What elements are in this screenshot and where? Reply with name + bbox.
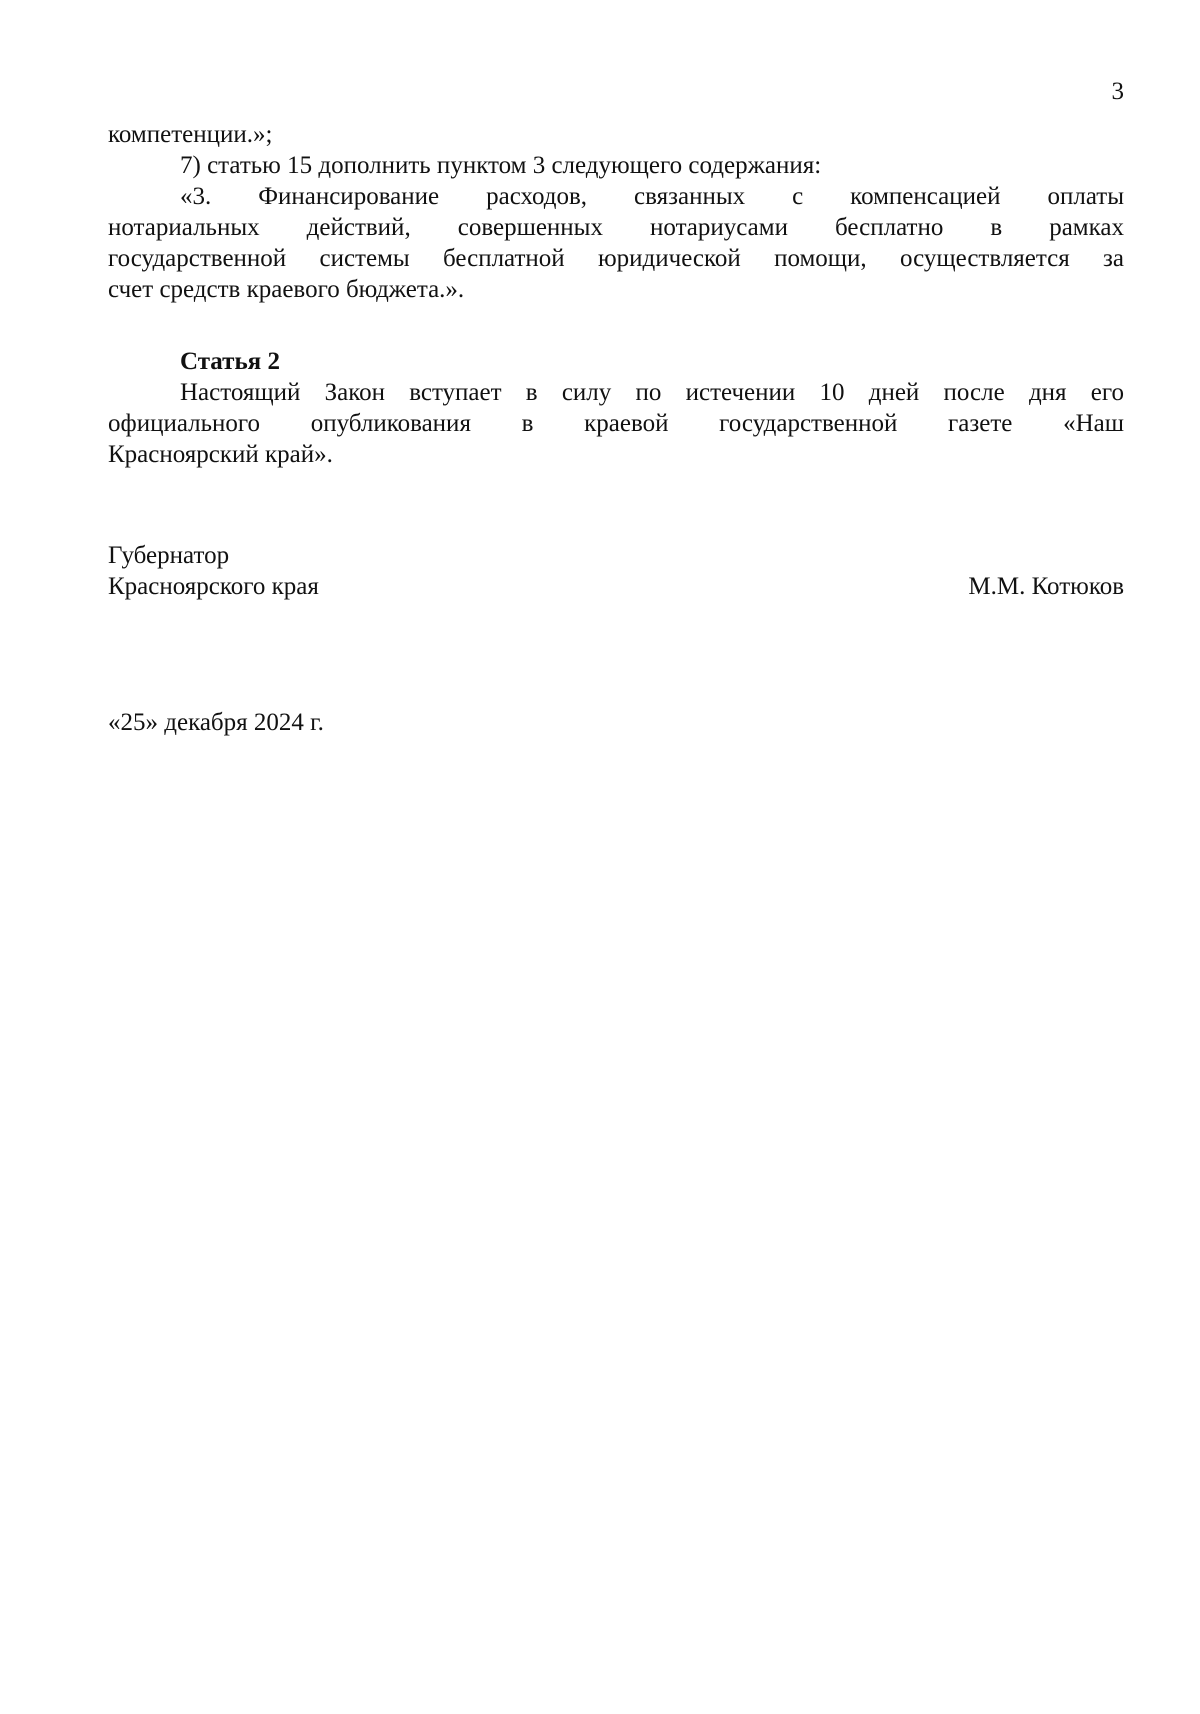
article-2-text-line: Красноярский край». (108, 441, 333, 468)
signature-block (108, 540, 1124, 602)
amendment-quote-line: нотариальных действий, совершенных нотариусами бесплатно в рамках (108, 214, 1124, 241)
article-2-heading: Статья 2 (180, 348, 280, 375)
amendment-quote-line: государственной системы бесплатной юридической помощи, осуществляется за (108, 245, 1124, 272)
amendment-item-7: 7) статью 15 дополнить пунктом 3 следующего содержания: (180, 152, 822, 179)
document-date: «25» декабря 2024 г. (108, 709, 324, 736)
article-2-text-line: официального опубликования в краевой государственной газете «Наш (108, 410, 1124, 437)
amendment-quote-line: счет средств краевого бюджета.». (108, 276, 465, 303)
signatory-region: Красноярского края (108, 573, 319, 600)
signature-row (108, 571, 1124, 602)
amendments-section (108, 119, 1124, 305)
amendment-line: компетенции.»; (108, 121, 273, 148)
amendment-quote-line: «3. Финансирование расходов, связанных с компенсацией оплаты (180, 183, 1124, 210)
article-2-section (108, 346, 1124, 470)
page-number: 3 (1111, 78, 1124, 105)
article-2-text-line: Настоящий Закон вступает в силу по истечении 10 дней после дня его (180, 379, 1124, 406)
signatory-title: Губернатор (108, 542, 230, 569)
signatory-name: М.М. Котюков (968, 573, 1124, 600)
